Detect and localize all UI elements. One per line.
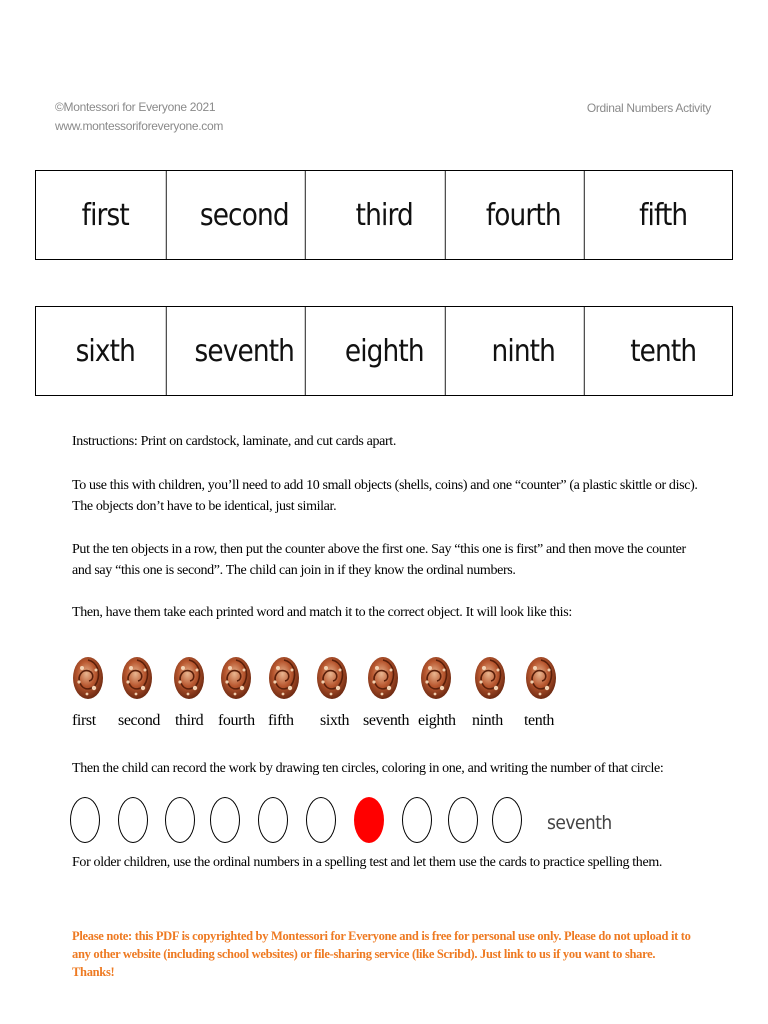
- card-first: first: [44, 171, 167, 259]
- record-circle: [306, 797, 336, 843]
- shell-label: first: [72, 712, 96, 729]
- record-circle: [402, 797, 432, 843]
- shell-label: sixth: [320, 712, 350, 729]
- record-circle: [70, 797, 100, 843]
- copyright-text: ©Montessori for Everyone 2021: [55, 100, 216, 114]
- card-row-1: [35, 170, 733, 260]
- instruction-match: Then, have them take each printed word and match it to the correct object. It will look like this:: [72, 605, 572, 620]
- card-fifth: fifth: [638, 197, 687, 233]
- instruction-materials: To use this with children, you’ll need to add 10 small objects (shells, coins) and one “counter” (a plastic skittle or disc). The objects don’t have to be identical, just similar.: [72, 478, 698, 514]
- shell-label: second: [118, 712, 161, 729]
- shell-label: ninth: [472, 712, 503, 729]
- card-row-2: [35, 306, 733, 396]
- record-circle: [118, 797, 148, 843]
- recorded-word: seventh: [547, 812, 612, 834]
- snail-shell-icon: [218, 652, 254, 702]
- record-circle: [492, 797, 522, 843]
- shell-label: eighth: [418, 712, 456, 729]
- record-circle: [258, 797, 288, 843]
- shell-row: [68, 652, 568, 704]
- record-circle: [210, 797, 240, 843]
- copyright-note: Please note: this PDF is copyrighted by Montessori for Everyone and is free for personal use only. Please do not upload it to any other website (including school websites) or file-sharing service (like Scribd). Just link to us if you want to share. Thanks!: [72, 929, 691, 979]
- activity-title: Ordinal Numbers Activity: [586, 101, 711, 115]
- card-ninth: ninth: [463, 307, 586, 395]
- card-seventh: seventh: [184, 307, 307, 395]
- snail-shell-icon: [70, 652, 106, 702]
- shell-label: seventh: [363, 712, 410, 729]
- website-text: www.montessoriforeveryone.com: [55, 119, 224, 133]
- card-tenth: tenth: [629, 333, 696, 369]
- snail-shell-icon: [365, 652, 401, 702]
- card-sixth: sixth: [44, 307, 167, 395]
- instruction-older-children: For older children, use the ordinal numbers in a spelling test and let them use the cards to practice spelling them.: [72, 855, 663, 870]
- snail-shell-icon: [171, 652, 207, 702]
- instruction-print: Instructions: Print on cardstock, laminate, and cut cards apart.: [72, 434, 396, 449]
- instruction-record: Then the child can record the work by drawing ten circles, coloring in one, and writing the number of that circle:: [72, 761, 664, 776]
- shell-label: third: [175, 712, 204, 729]
- instruction-counter: Put the ten objects in a row, then put the counter above the first one. Say “this one is first” and then move the counter and say “this one is second”. The child can join in if they know the ordinal numbers.: [72, 542, 686, 578]
- snail-shell-icon: [523, 652, 559, 702]
- card-third: third: [323, 171, 446, 259]
- header-left: [55, 98, 223, 136]
- snail-shell-icon: [314, 652, 350, 702]
- record-circle-filled: [354, 797, 384, 843]
- shell-label: fifth: [268, 712, 294, 729]
- record-circle: [165, 797, 195, 843]
- snail-shell-icon: [472, 652, 508, 702]
- record-circle: [448, 797, 478, 843]
- snail-shell-icon: [119, 652, 155, 702]
- snail-shell-icon: [266, 652, 302, 702]
- card-fourth: fourth: [463, 171, 586, 259]
- card-second: second: [184, 171, 307, 259]
- shell-label: fourth: [218, 712, 255, 729]
- card-eighth: eighth: [323, 307, 446, 395]
- snail-shell-icon: [418, 652, 454, 702]
- shell-label: tenth: [524, 712, 554, 729]
